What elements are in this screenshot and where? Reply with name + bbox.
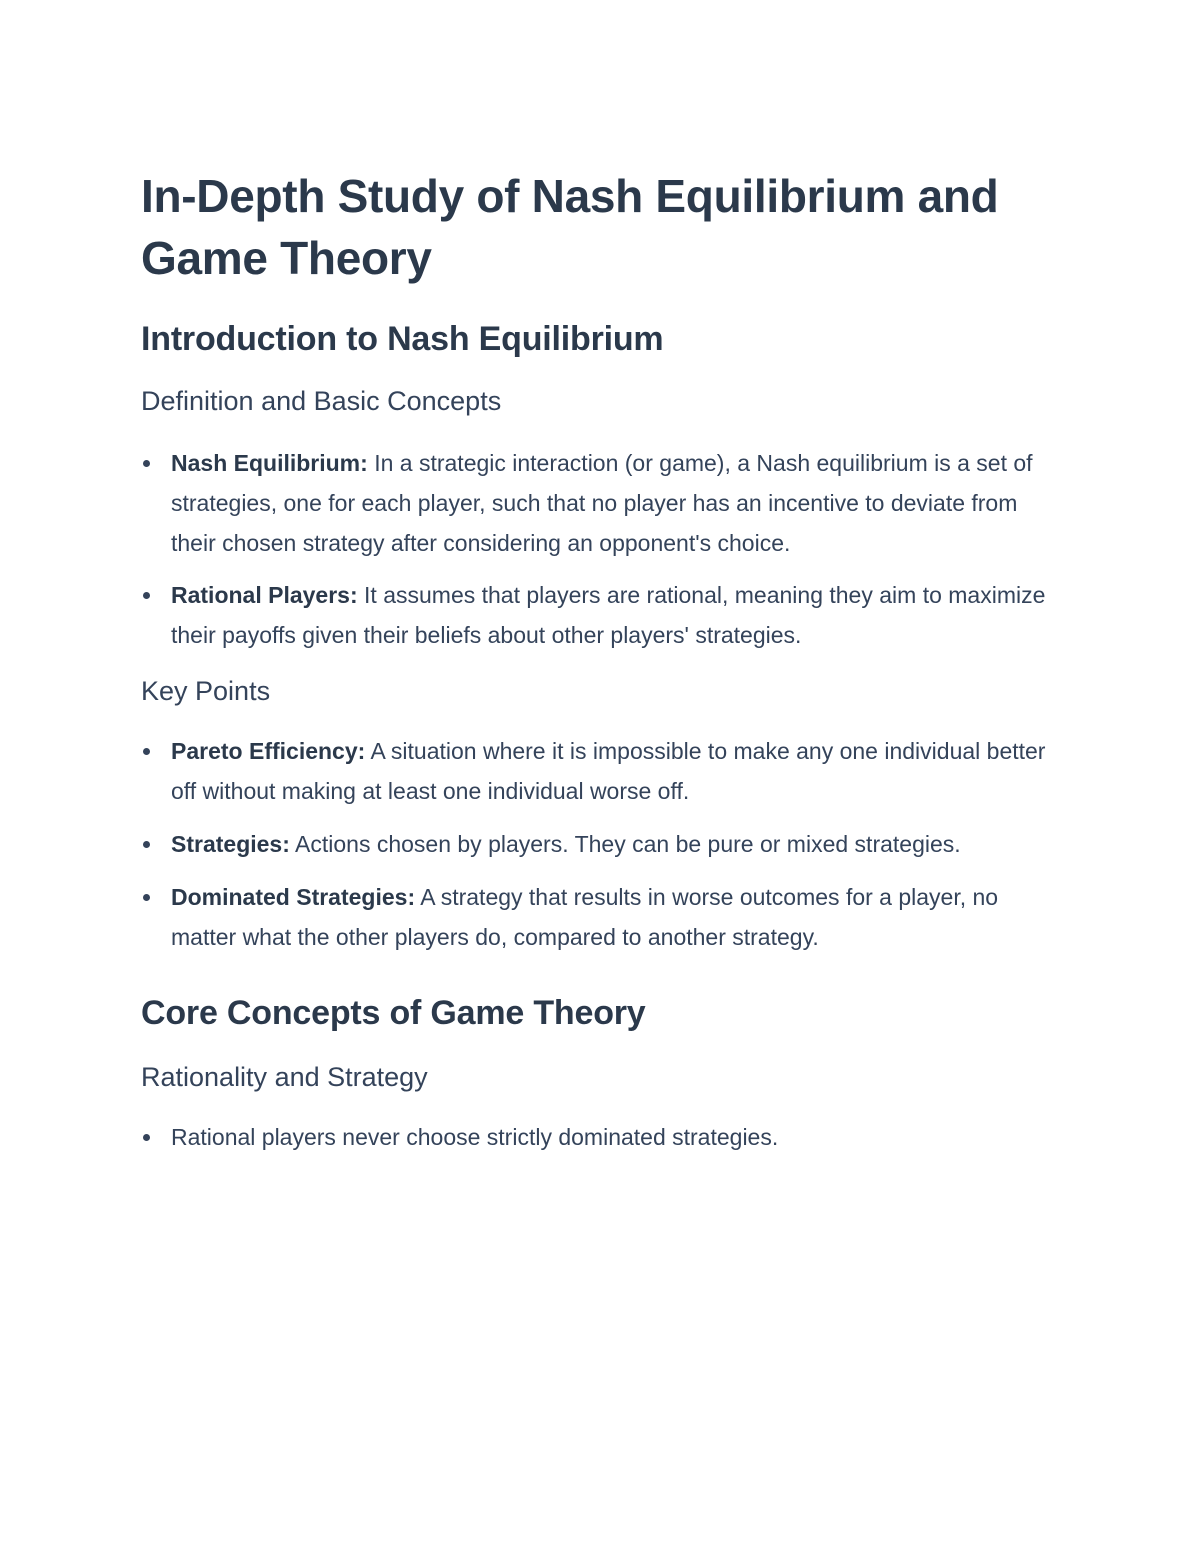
term-label: Rational Players:	[171, 582, 358, 608]
document-title: In-Depth Study of Nash Equilibrium and Game Theory	[141, 170, 999, 284]
term-label: Nash Equilibrium:	[171, 450, 368, 476]
definition-list	[141, 443, 1061, 655]
list-item	[141, 877, 1061, 957]
bullet-icon	[143, 841, 150, 848]
list-item	[141, 443, 1061, 563]
term-label: Pareto Efficiency:	[171, 738, 366, 764]
term-description: In a strategic interaction (or game), a Nash equilibrium is a set of strategies, one for each player, such that no player has an incentive to deviate from their chosen strategy after considering an opponent's choice.	[171, 450, 1033, 556]
list-item	[141, 1117, 1061, 1157]
subsection-heading-definition: Definition and Basic Concepts	[141, 386, 502, 416]
term-label: Strategies:	[171, 831, 290, 857]
section-heading-introduction: Introduction to Nash Equilibrium	[141, 320, 664, 358]
bullet-icon	[143, 592, 150, 599]
bullet-icon	[143, 460, 150, 467]
rationality-list	[141, 1117, 1061, 1157]
bullet-icon	[143, 894, 150, 901]
term-description: A strategy that results in worse outcomes for a player, no matter what the other players do, compared to another strategy.	[171, 884, 999, 950]
term-description: A situation where it is impossible to make any one individual better off without making at least one individual worse off.	[171, 738, 1046, 804]
term-label: Dominated Strategies:	[171, 884, 416, 910]
item-text: Rational players never choose strictly dominated strategies.	[171, 1124, 779, 1150]
subsection-heading-key-points: Key Points	[141, 676, 271, 706]
list-item	[141, 824, 1061, 864]
bullet-icon	[143, 1134, 150, 1141]
subsection-heading-rationality: Rationality and Strategy	[141, 1062, 428, 1092]
term-description: It assumes that players are rational, meaning they aim to maximize their payoffs given their beliefs about other players' strategies.	[171, 582, 1046, 648]
term-description: Actions chosen by players. They can be pure or mixed strategies.	[295, 831, 961, 857]
bullet-icon	[143, 748, 150, 755]
section-heading-core-concepts: Core Concepts of Game Theory	[141, 994, 646, 1032]
list-item	[141, 575, 1061, 655]
key-points-list	[141, 731, 1061, 957]
document-page	[141, 165, 1061, 1157]
list-item	[141, 731, 1061, 811]
